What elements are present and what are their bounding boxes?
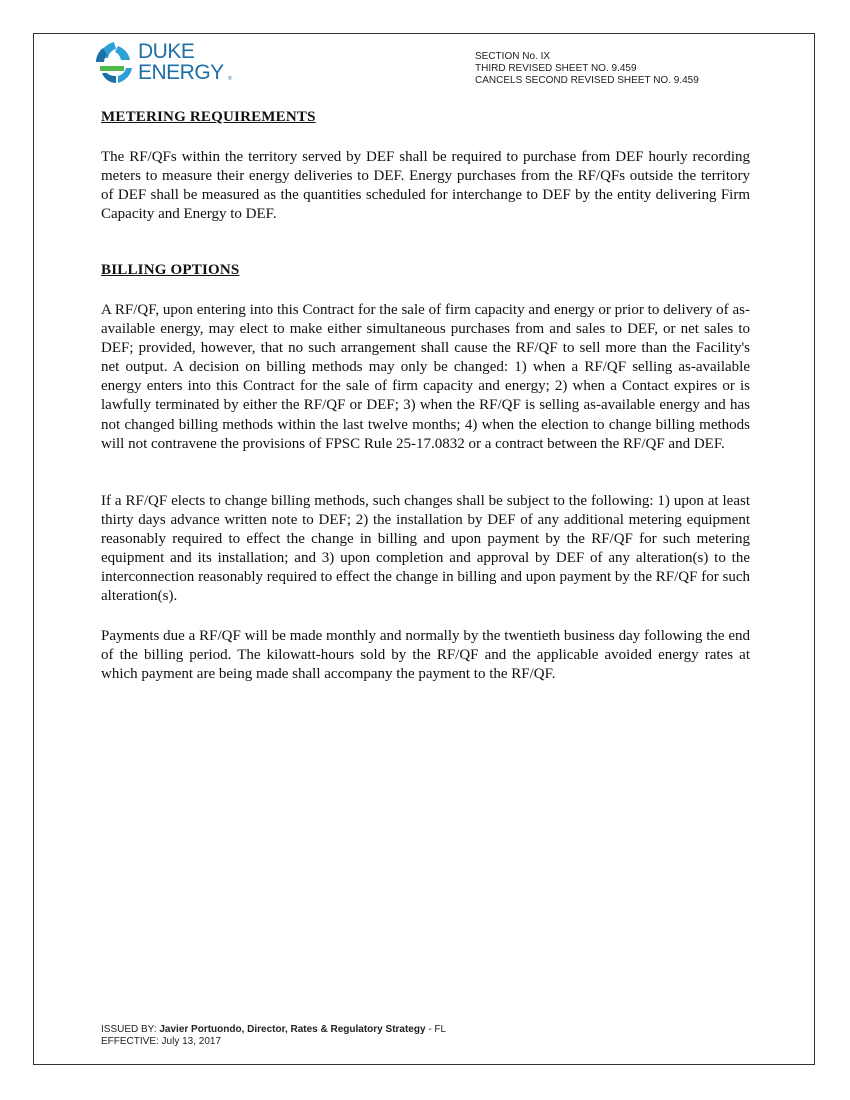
billing-paragraph-1: A RF/QF, upon entering into this Contract for the sale of firm capacity and energy or prior to delivery of as-available energy, may elect to make either simultaneous purchases from and sales to DEF, or net sales to DEF; provided, however, that no such arrangement shall cause the RF/QF to sell more than the Facility's net output. A decision on billing methods may only be changed: 1) when a RF/QF selling as-available energy enters into this Contract for the sale of firm capacity and energy; 2) when a Contact expires or is lawfully terminated by either the RF/QF or DEF; 3) when the RF/QF is selling as-available energy and has not changed billing methods within the last twelve months; 4) when the election to change billing methods will not contravene the provisions of FPSC Rule 25-17.0832 or a contract between the RF/QF and DEF. xyxy=(101,302,750,452)
logo-line-1: DUKE xyxy=(138,40,195,63)
issued-by-suffix: - FL xyxy=(425,1024,447,1035)
duke-energy-logo-icon xyxy=(94,40,136,86)
metering-paragraph: The RF/QFs within the territory served by DEF shall be required to purchase from DEF hourly recording meters to measure their energy deliveries to DEF. Energy purchases from the RF/QFs outside the territory of DEF shall be measured as the quantities scheduled for interchange to DEF by the entity delivering Firm Capacity and Energy to DEF. xyxy=(101,149,750,223)
sheet-info xyxy=(475,51,699,87)
billing-heading: BILLING OPTIONS xyxy=(101,262,240,278)
revised-sheet: THIRD REVISED SHEET NO. 9.459 xyxy=(475,63,637,74)
cancelled-sheet: CANCELS SECOND REVISED SHEET NO. 9.459 xyxy=(475,75,699,86)
issued-by-name: Javier Portuondo, Director, Rates & Regulatory Strategy xyxy=(159,1024,426,1035)
effective-date: EFFECTIVE: July 13, 2017 xyxy=(101,1036,222,1047)
billing-paragraph-3: Payments due a RF/QF will be made monthly and normally by the twentieth business day following the end of the billing period. The kilowatt-hours sold by the RF/QF and the applicable avoided energy rates at which payment are being made shall accompany the payment to the RF/QF. xyxy=(101,628,750,683)
metering-heading: METERING REQUIREMENTS xyxy=(101,109,316,125)
issued-by-label: ISSUED BY: xyxy=(101,1024,160,1035)
issued-by-line xyxy=(101,1024,446,1036)
duke-energy-logo xyxy=(94,40,244,90)
billing-paragraph-2: If a RF/QF elects to change billing methods, such changes shall be subject to the following: 1) upon at least thirty days advance written note to DEF; 2) the installation by DEF of any additional metering equipment reasonably required to effect the change in billing and upon payment by the RF/QF for such metering equipment and its installation; and 3) upon completion and approval by DEF of any alteration(s) to the interconnection reasonably required to effect the change in billing and upon payment by the RF/QF for such alteration(s). xyxy=(101,493,750,605)
section-number: SECTION No. IX xyxy=(475,51,551,62)
footer xyxy=(101,1024,446,1048)
logo-registered-mark: ® xyxy=(228,76,232,82)
logo-line-2: ENERGY xyxy=(138,61,224,84)
